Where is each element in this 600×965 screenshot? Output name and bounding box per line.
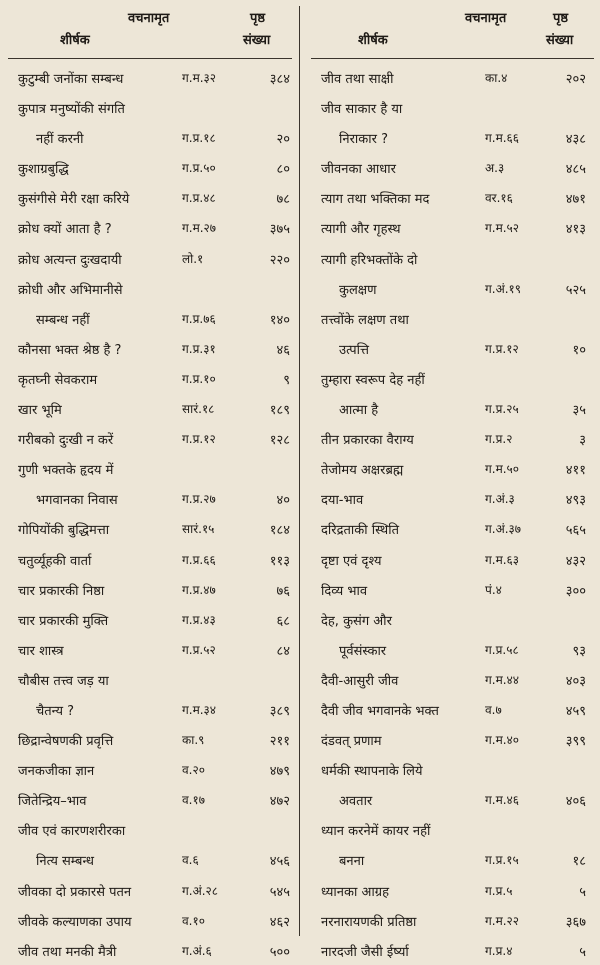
entry-reference: व.१७ [182, 793, 205, 808]
entry-title: छिद्रान्वेषणकी प्रवृत्ति [18, 734, 114, 750]
entry-title: चतुर्व्यूहकी वार्ता [18, 553, 92, 569]
index-entry [303, 875, 600, 905]
entry-page-number: ४६२ [269, 914, 290, 930]
entry-title: क्रोधी और अभिमानीसे [18, 282, 123, 298]
entry-page-number: ९ [283, 372, 290, 388]
index-entry [303, 513, 600, 543]
index-entry [303, 935, 600, 965]
entry-page-number: १८४ [269, 523, 290, 539]
index-entry [303, 634, 600, 664]
entry-page-number: ६८ [276, 613, 290, 629]
index-entry [0, 814, 298, 844]
index-entry [303, 303, 600, 333]
entry-reference: व.१० [182, 913, 205, 928]
entry-title: उत्पत्ति [339, 342, 369, 358]
entry-title: ध्यानका आग्रह [321, 884, 390, 900]
entry-reference: ग.प्र.१८ [182, 131, 216, 146]
column-divider [299, 6, 300, 936]
entry-reference: ग.प्र.१५ [485, 853, 519, 868]
index-entry [303, 844, 600, 874]
index-entry [0, 604, 298, 634]
index-entry [0, 363, 298, 393]
index-entry [0, 513, 298, 543]
column-header-right [303, 0, 600, 62]
entry-title: चैतन्य ? [36, 703, 75, 719]
entry-title: तत्त्वोंके लक्षण तथा [321, 312, 409, 328]
index-entry [0, 634, 298, 664]
entry-title: पूर्वसंस्कार [339, 643, 387, 659]
index-entry [303, 273, 600, 303]
entry-title: चौबीस तत्त्व जड़ या [18, 673, 109, 689]
entry-title: कुशाग्रबुद्धि [18, 162, 69, 178]
entry-title: तेजोमय अक्षरब्रह्म [321, 463, 404, 479]
entry-page-number: ५ [579, 884, 586, 900]
index-entry [303, 393, 600, 423]
entry-title: नारदजी जैसी ईर्ष्या [321, 944, 409, 960]
entry-reference: ग.प्र.४७ [182, 582, 216, 597]
entry-page-number: २११ [269, 734, 290, 750]
column-header-left [0, 0, 298, 62]
entry-reference: ग.प्र.५२ [182, 642, 216, 657]
index-entry [0, 243, 298, 273]
index-entry [303, 483, 600, 513]
index-entry [303, 664, 600, 694]
header-page-label-line1: पृष्ठ [553, 11, 569, 26]
entry-page-number: ५६५ [565, 523, 586, 539]
entry-page-number: ३९९ [565, 734, 586, 750]
entry-title: बनना [339, 854, 365, 870]
entry-page-number: ५२५ [565, 282, 586, 298]
entry-page-number: ४७९ [269, 764, 290, 780]
index-entry [0, 423, 298, 453]
entry-reference: ग.म.२७ [182, 221, 217, 236]
entry-page-number: ४११ [565, 463, 586, 479]
entry-title: दिव्य भाव [321, 583, 368, 599]
index-entry [303, 62, 600, 92]
entry-page-number: ५०० [269, 944, 290, 960]
entry-page-number: ३६७ [565, 914, 586, 930]
entry-reference: ग.म.६३ [485, 552, 520, 567]
entry-title: कुसंगीसे मेरी रक्षा करिये [18, 192, 130, 208]
entry-reference: ग.अं.२८ [182, 883, 219, 898]
entry-title: त्यागी हरिभक्तोंके दो [321, 252, 418, 268]
entry-title: दंडवत् प्रणाम [321, 734, 382, 750]
entry-reference: ग.प्र.६६ [182, 552, 216, 567]
header-rule [311, 58, 594, 59]
entry-reference: ग.अं.३७ [485, 522, 522, 537]
entry-reference: ग.अं.१९ [485, 281, 522, 296]
entry-page-number: ४७२ [269, 794, 290, 810]
entry-reference: ग.म.६६ [485, 131, 520, 146]
entry-page-number: ३७५ [269, 222, 290, 238]
entry-reference: ग.म.३२ [182, 71, 217, 85]
entry-reference: लो.१ [182, 251, 204, 266]
entry-page-number: ७६ [276, 583, 290, 599]
index-column-right [303, 0, 600, 960]
entry-page-number: ४३२ [565, 553, 586, 569]
index-entry [0, 152, 298, 182]
entry-title: कौनसा भक्त श्रेष्ठ है ? [18, 342, 122, 358]
entry-page-number: २२० [269, 252, 290, 268]
entry-page-number: ४६ [276, 342, 290, 358]
index-entry [0, 453, 298, 483]
index-entry [0, 92, 298, 122]
index-entry [0, 122, 298, 152]
header-rule [8, 58, 292, 59]
entry-page-number: ४३८ [565, 132, 586, 148]
entry-reference: ग.प्र.४८ [182, 191, 216, 206]
index-entry [0, 754, 298, 784]
entry-title: गुणी भक्तके हृदय में [18, 463, 114, 479]
index-entry [0, 784, 298, 814]
entry-page-number: ४०६ [565, 794, 586, 810]
entry-title: त्याग तथा भक्तिका मद [321, 192, 430, 208]
entry-page-number: १० [572, 342, 586, 358]
entry-page-number: ३ [579, 433, 586, 449]
index-entry [303, 453, 600, 483]
entry-page-number: ४५९ [565, 703, 586, 719]
entry-reference: ग.अं.६ [182, 943, 212, 958]
index-rows-right [303, 62, 600, 965]
entry-page-number: ५ [579, 944, 586, 960]
index-entry [0, 844, 298, 874]
entry-reference: का.४ [485, 71, 508, 85]
entry-reference: ग.प्र.४३ [182, 612, 216, 627]
index-entry [303, 152, 600, 182]
index-entry [303, 784, 600, 814]
index-entry [303, 905, 600, 935]
entry-reference: ग.प्र.२५ [485, 402, 519, 417]
entry-page-number: ८० [276, 162, 290, 178]
index-entry [0, 62, 298, 92]
entry-reference: ग.प्र.५ [485, 883, 513, 898]
entry-page-number: ४१३ [565, 222, 586, 238]
index-entry [0, 333, 298, 363]
index-entry [0, 574, 298, 604]
index-entry [0, 694, 298, 724]
entry-reference: व.७ [485, 702, 502, 717]
entry-title: चार शास्त्र [18, 643, 64, 659]
entry-reference: सारं.१८ [182, 402, 215, 417]
entry-page-number: ४७१ [565, 192, 586, 208]
entry-page-number: ७८ [276, 192, 290, 208]
entry-title: जीवका दो प्रकारसे पतन [18, 884, 132, 900]
entry-page-number: ४५६ [269, 854, 290, 870]
entry-reference: ग.म.२२ [485, 913, 520, 928]
entry-title: दैवी-आसुरी जीव [321, 673, 399, 689]
index-entry [0, 483, 298, 513]
entry-reference: ग.म.३४ [182, 702, 217, 717]
entry-reference: ग.म.४४ [485, 672, 520, 687]
entry-reference: व.६ [182, 853, 199, 868]
entry-reference: ग.प्र.४ [485, 943, 513, 958]
index-entry [0, 724, 298, 754]
entry-title: नरनारायणकी प्रतिष्ठा [321, 914, 417, 930]
entry-reference: ग.म.५२ [485, 221, 520, 236]
entry-page-number: ४९३ [565, 493, 586, 509]
entry-reference: ग.म.५० [485, 462, 520, 477]
index-entry [303, 604, 600, 634]
entry-page-number: १८ [572, 854, 586, 870]
header-page-label-line2: संख्या [546, 33, 574, 48]
entry-title: दया-भाव [321, 493, 364, 509]
entry-title: खार भूमि [18, 403, 62, 419]
index-entry [0, 875, 298, 905]
entry-reference: ग.प्र.२७ [182, 492, 216, 507]
index-entry [303, 243, 600, 273]
entry-reference: ग.प्र.१२ [182, 432, 216, 447]
entry-title: जीव एवं कारणशरीरका [18, 824, 126, 840]
entry-reference: ग.अं.३ [485, 492, 515, 507]
entry-title: आत्मा है [339, 403, 379, 419]
entry-reference: ग.प्र.३१ [182, 341, 216, 356]
entry-reference: ग.प्र.५८ [485, 642, 519, 657]
header-page-label-line2: संख्या [243, 33, 271, 48]
index-entry [303, 92, 600, 122]
entry-reference: अ.३ [485, 161, 505, 176]
index-entry [303, 333, 600, 363]
entry-page-number: १४० [269, 312, 290, 328]
entry-page-number: २० [276, 132, 290, 148]
entry-title: अवतार [339, 794, 373, 810]
entry-page-number: १२८ [269, 433, 290, 449]
entry-title: गरीबको दुःखी न करें [18, 433, 114, 449]
entry-title: त्यागी और गृहस्थ [321, 222, 401, 238]
entry-page-number: ३८९ [269, 703, 290, 719]
entry-title: दरिद्रताकी स्थिति [321, 523, 399, 539]
entry-title: कुलक्षण [339, 282, 377, 298]
index-rows-left [0, 62, 298, 965]
entry-title: तीन प्रकारका वैराग्य [321, 433, 414, 449]
index-entry [0, 212, 298, 242]
index-entry [303, 694, 600, 724]
index-entry [0, 393, 298, 423]
entry-title: चार प्रकारकी मुक्ति [18, 613, 109, 629]
entry-title: सम्बन्ध नहीं [36, 312, 90, 328]
entry-page-number: ३०० [565, 583, 586, 599]
entry-title: जीवके कल्याणका उपाय [18, 914, 132, 930]
entry-title: चार प्रकारकी निष्ठा [18, 583, 105, 599]
index-entry [303, 574, 600, 604]
entry-title: ध्यान करनेमें कायर नहीं [321, 824, 431, 840]
entry-reference: व.२० [182, 763, 205, 778]
index-entry [303, 724, 600, 754]
entry-reference: सारं.१५ [182, 522, 215, 537]
index-entry [303, 363, 600, 393]
index-entry [303, 212, 600, 242]
header-ref-label: वचनामृत [465, 11, 507, 26]
entry-reference: ग.प्र.२ [485, 432, 513, 447]
entry-title: कुपात्र मनुष्योंकी संगति [18, 102, 125, 118]
entry-page-number: ४८५ [565, 162, 586, 178]
entry-title: जीव तथा साक्षी [321, 72, 394, 87]
index-entry [0, 905, 298, 935]
entry-title: तुम्हारा स्वरूप देह नहीं [321, 372, 425, 388]
header-page-label-line1: पृष्ठ [250, 11, 266, 26]
entry-title: धर्मकी स्थापनाके लिये [321, 764, 423, 780]
entry-title: कुटुम्बी जनोंका सम्बन्ध [18, 72, 124, 87]
entry-reference: वर.१६ [485, 191, 513, 206]
entry-title: जीवनका आधार [321, 162, 396, 178]
entry-title: जनकजीका ज्ञान [18, 764, 95, 780]
index-entry [0, 182, 298, 212]
entry-page-number: ११३ [269, 553, 290, 569]
entry-title: दैवी जीव भगवानके भक्त [321, 703, 439, 719]
index-entry [0, 664, 298, 694]
entry-reference: ग.प्र.५० [182, 161, 216, 176]
entry-title: कृतघ्नी सेवकराम [18, 372, 98, 388]
entry-page-number: ९३ [572, 643, 586, 659]
index-entry [303, 544, 600, 574]
entry-title: जीव तथा मनकी मैत्री [18, 944, 117, 960]
index-entry [303, 814, 600, 844]
entry-title: जितेन्द्रिय–भाव [18, 794, 87, 810]
entry-page-number: १८९ [269, 403, 290, 419]
entry-reference: ग.म.४० [485, 733, 520, 748]
index-entry [0, 303, 298, 333]
entry-page-number: ३८४ [269, 72, 290, 87]
entry-page-number: ३५ [572, 403, 586, 419]
entry-page-number: ४०३ [565, 673, 586, 689]
index-entry [0, 273, 298, 303]
entry-reference: ग.म.४६ [485, 793, 520, 808]
entry-title: गोपियोंकी बुद्धिमत्ता [18, 523, 110, 539]
entry-title: नहीं करनी [36, 132, 84, 148]
entry-reference: पं.४ [485, 582, 502, 597]
index-entry [303, 182, 600, 212]
entry-page-number: ८४ [276, 643, 290, 659]
index-entry [0, 544, 298, 574]
header-title-label: शीर्षक [60, 33, 90, 48]
entry-title: नित्य सम्बन्ध [36, 854, 95, 870]
entry-title: दृष्टा एवं दृश्य [321, 553, 382, 569]
entry-page-number: ५४५ [269, 884, 290, 900]
entry-reference: का.९ [182, 733, 205, 748]
entry-title: क्रोध क्यों आता है ? [18, 222, 112, 238]
entry-title: देह, कुसंग और [321, 613, 392, 629]
header-ref-label: वचनामृत [128, 11, 170, 26]
entry-reference: ग.प्र.१२ [485, 341, 519, 356]
index-entry [0, 935, 298, 965]
entry-title: जीव साकार है या [321, 102, 403, 118]
header-title-label: शीर्षक [358, 33, 388, 48]
entry-page-number: ४० [276, 493, 290, 509]
entry-title: क्रोध अत्यन्त दुःखदायी [18, 252, 122, 268]
index-entry [303, 754, 600, 784]
index-column-left [0, 0, 298, 960]
entry-title: भगवानका निवास [36, 493, 118, 509]
entry-reference: ग.प्र.७६ [182, 311, 216, 326]
entry-reference: ग.प्र.१० [182, 371, 216, 386]
index-entry [303, 122, 600, 152]
entry-page-number: २०२ [565, 72, 586, 87]
entry-title: निराकार ? [339, 132, 388, 148]
index-entry [303, 423, 600, 453]
